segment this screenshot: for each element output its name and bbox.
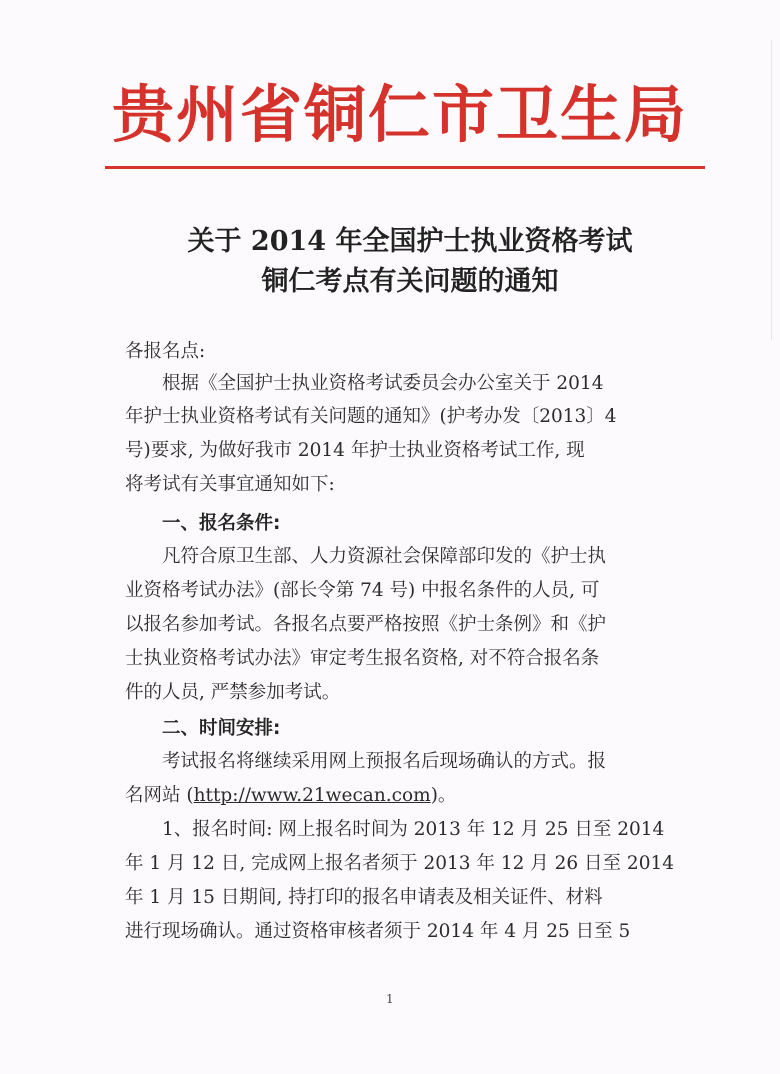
body-line: 将考试有关事宜通知如下:: [125, 474, 335, 495]
section1-line: 士执业资格考试办法》审定考生报名资格, 对不符合报名条: [125, 648, 600, 669]
website-suffix: )。: [430, 785, 457, 806]
section1-line: 件的人员, 严禁参加考试。: [125, 682, 341, 703]
letterhead-red-rule: [105, 166, 705, 169]
registration-line: 年 1 月 15 日期间, 持打印的报名申请表及相关证件、材料: [125, 887, 603, 908]
registration-line: 1、报名时间: 网上报名时间为 2013 年 12 月 25 日至 2014: [162, 819, 665, 840]
section1-line: 以报名参加考试。各报名点要严格按照《护士条例》和《护: [125, 614, 607, 635]
website-link[interactable]: http://www.21wecan.com: [193, 785, 431, 806]
section-heading-schedule: 二、时间安排:: [162, 718, 281, 739]
document-title-line-1: 关于 2014 年全国护士执业资格考试: [187, 226, 633, 257]
section1-line: 凡符合原卫生部、人力资源社会保障部印发的《护士执: [162, 546, 607, 567]
body-line: 根据《全国护士执业资格考试委员会办公室关于 2014: [162, 373, 604, 394]
body-line: 年护士执业资格考试有关问题的通知》(护考办发〔2013〕4: [125, 406, 617, 427]
website-line: [125, 780, 456, 812]
registration-line: 年 1 月 12 日, 完成网上报名者须于 2013 年 12 月 26 日至 2014: [125, 853, 675, 874]
document-title-line-2: 铜仁考点有关问题的通知: [261, 266, 559, 297]
body-line: 号)要求, 为做好我市 2014 年护士执业资格考试工作, 现: [125, 440, 585, 461]
registration-line: 进行现场确认。通过资格审核者须于 2014 年 4 月 25 日至 5: [125, 921, 631, 942]
scan-edge: [771, 40, 780, 340]
section1-line: 业资格考试办法》(部长令第 74 号) 中报名条件的人员, 可: [125, 580, 600, 601]
agency-letterhead: 贵州省铜仁市卫生局: [111, 78, 688, 151]
section2-line: 考试报名将继续采用网上预报名后现场确认的方式。报: [162, 751, 607, 772]
website-prefix: 名网站 (: [125, 785, 194, 806]
section-heading-registration-conditions: 一、报名条件:: [162, 513, 281, 534]
salutation: 各报名点:: [125, 341, 206, 362]
page-number: 1: [386, 992, 394, 1006]
